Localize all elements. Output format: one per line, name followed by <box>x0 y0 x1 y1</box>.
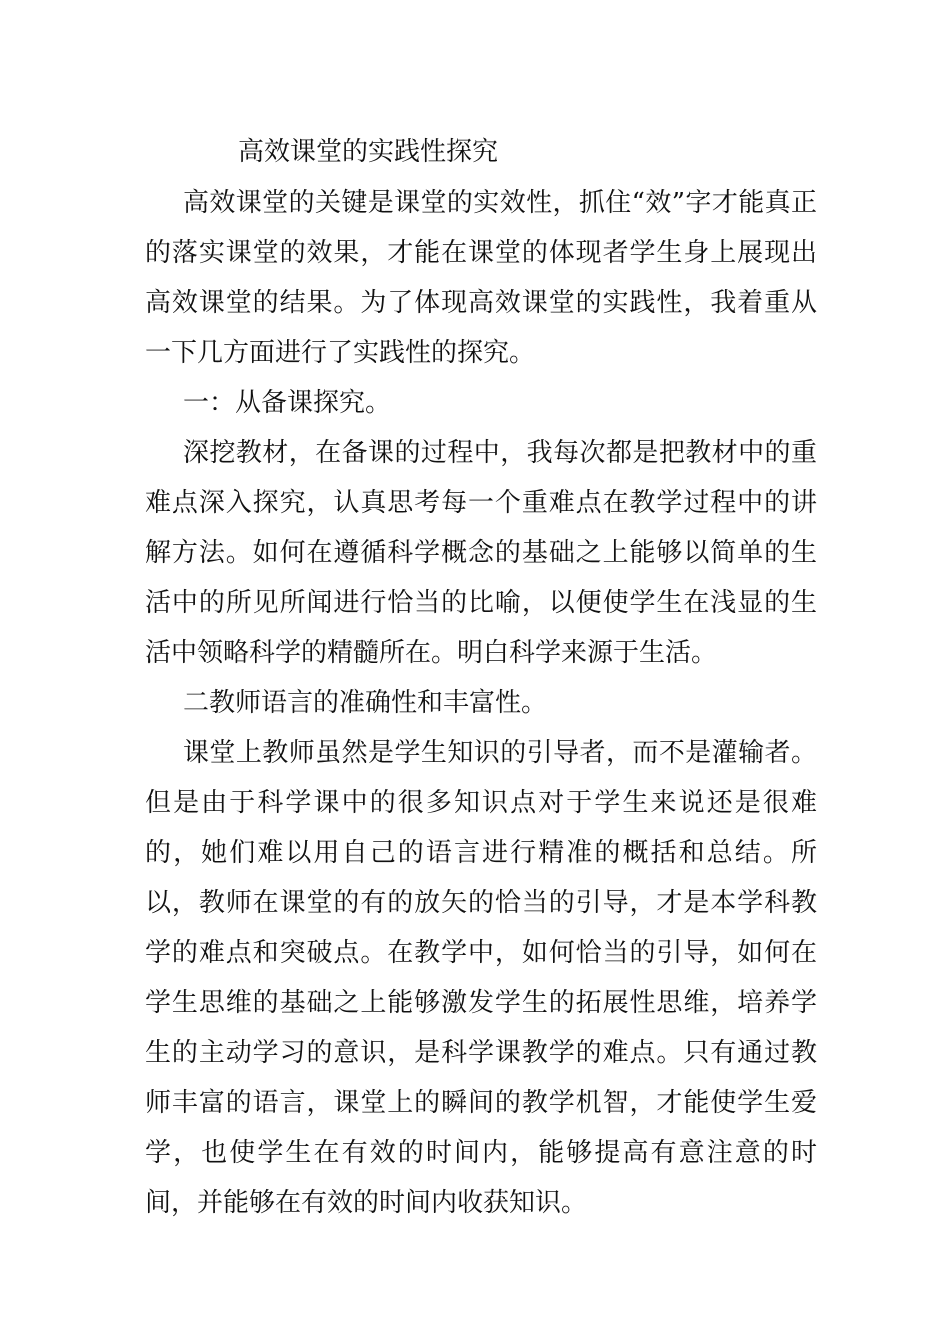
paragraph-intro: 高效课堂的关键是课堂的实效性，抓住“效”字才能真正的落实课堂的效果，才能在课堂的体现者学生身上展现出高效课堂的结果。为了体现高效课堂的实践性，我着重从一下几方面进行了实践性的探究。 <box>145 188 817 368</box>
document-body <box>145 178 817 1228</box>
paragraph-lesson-prep: 深挖教材，在备课的过程中，我每次都是把教材中的重难点深入探究，认真思考每一个重难点在教学过程中的讲解方法。如何在遵循科学概念的基础之上能够以简单的生活中的所见所闻进行恰当的比喻，以便使学生在浅显的生活中领略科学的精髓所在。明白科学来源于生活。 <box>145 438 817 668</box>
section-heading-teacher-language: 二教师语言的准确性和丰富性。 <box>183 688 548 718</box>
paragraph-teacher-language: 课堂上教师虽然是学生知识的引导者，而不是灌输者。但是由于科学课中的很多知识点对于学生来说还是很难的，她们难以用自己的语言进行精准的概括和总结。所以，教师在课堂的有的放矢的恰当的引导，才是本学科教学的难点和突破点。在教学中，如何恰当的引导，如何在学生思维的基础之上能够激发学生的拓展性思维，培养学生的主动学习的意识，是科学课教学的难点。只有通过教师丰富的语言，课堂上的瞬间的教学机智，才能使学生爱学，也使学生在有效的时间内，能够提高有意注意的时间，并能够在有效的时间内收获知识。 <box>145 738 817 1218</box>
section-heading-lesson-prep: 一：从备课探究。 <box>183 388 392 418</box>
document-title: 高效课堂的实践性探究 <box>238 137 499 167</box>
